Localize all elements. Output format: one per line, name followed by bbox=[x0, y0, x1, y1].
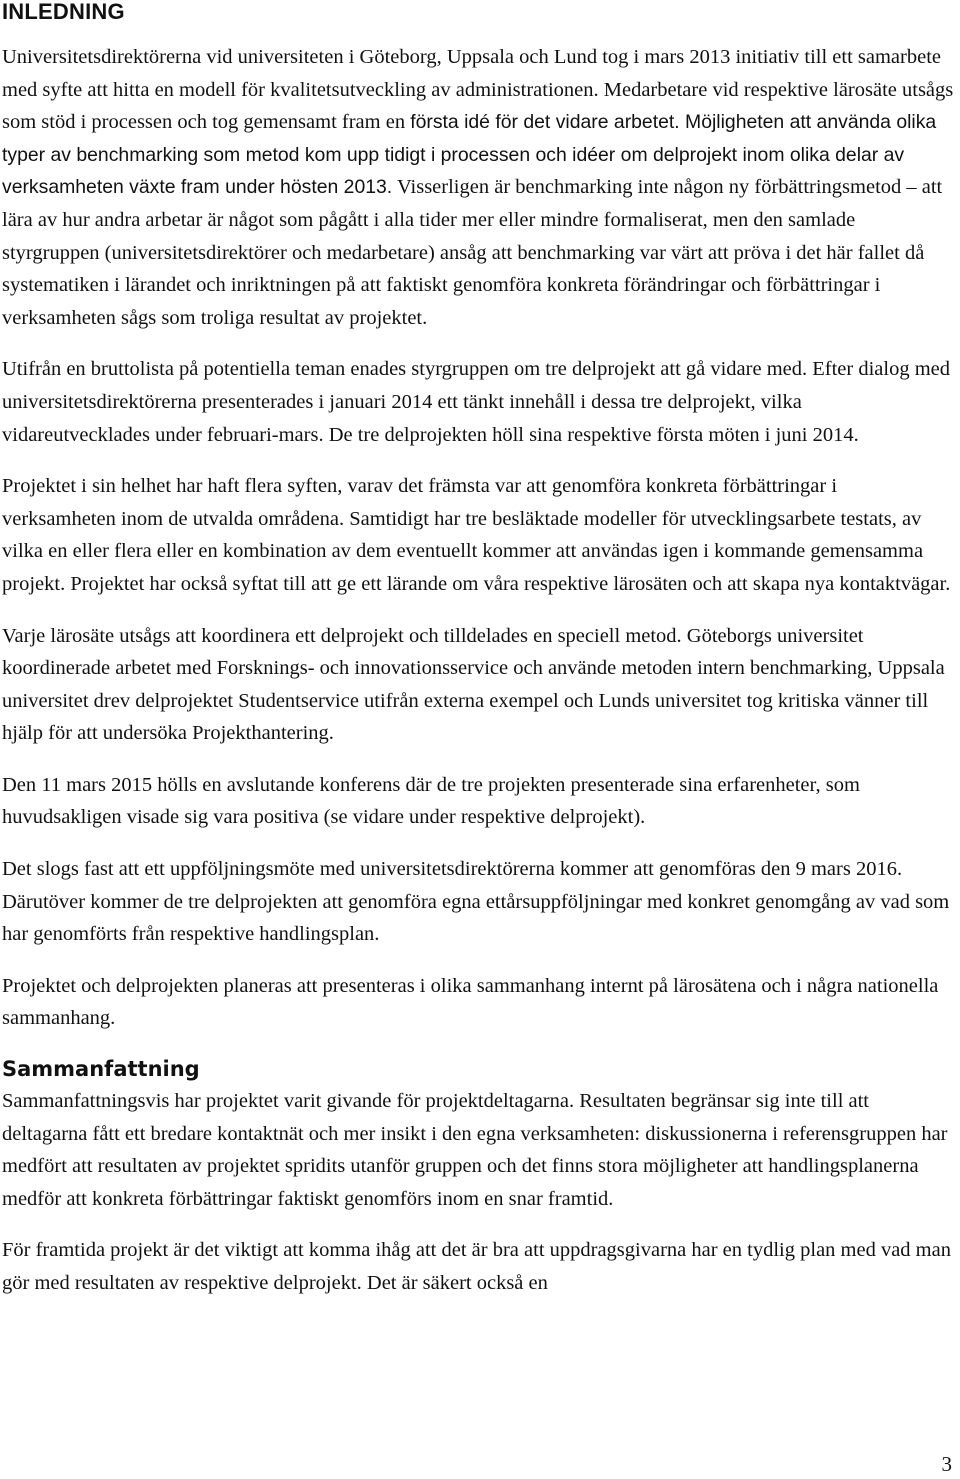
paragraph-followup: Det slogs fast att ett uppföljningsmöte med universitetsdirektörerna kommer att genomföras den 9 mars 2016. Därutöver kommer de tre delprojekten att genomföra egna ettårsuppföljningar med konkret genomgång av vad som har genomförts från respektive handlingsplan. bbox=[2, 858, 950, 946]
document-page bbox=[2, 0, 954, 1300]
summary-heading: Sammanfattning bbox=[2, 1057, 200, 1082]
paragraph-intro-serif: Universitetsdirektörerna vid universiteten i Göteborg, Uppsala och Lund tog i mars 2013 initiativ till ett samarbete med syfte att hitta en modell för kvalitetsutveckling av administrationen. Medarbetare vid respektive lärosäte utsågs som stöd i processen och tog gemensamt fram en bbox=[2, 46, 954, 134]
paragraph-coordination: Varje lärosäte utsågs att koordinera ett delprojekt och tilldelades en speciell metod. Göteborgs universitet koordinerade arbetet med Forsknings- och innovationsservice och använde metoden intern benchmarking, Uppsala universitet drev delprojektet Studentservice utifrån externa exempel och Lunds universitet tog kritiska vänner till hjälp för att undersöka Projekthantering. bbox=[2, 624, 945, 745]
paragraph-intro-rest: Visserligen är benchmarking inte någon ny förbättringsmetod – att lära av hur andra arbetar är något som pågått i alla tider mer eller mindre formaliserat, men den samlade styrgruppen (universitetsdirektörer och medarbetare) ansåg att benchmarking var värt att pröva i det här fallet då systematiken i lärandet och inriktningen på att faktiskt genomföra konkreta förändringar och förbättringar i verksamheten sågs som troliga resultat av projektet. bbox=[2, 176, 943, 329]
paragraph-presentation: Projektet och delprojekten planeras att presenteras i olika sammanhang internt på lärosätena och i några nationella sammanhang. bbox=[2, 974, 939, 1030]
paragraph-future: För framtida projekt är det viktigt att komma ihåg att det är bra att uppdragsgivarna har en tydlig plan med vad man gör med resultaten av respektive delprojekt. Det är säkert också en bbox=[2, 1239, 951, 1294]
paragraph-conference: Den 11 mars 2015 hölls en avslutande konferens där de tre projekten presenterade sina erfarenheter, som huvudsakligen visade sig vara positiva (se vidare under respektive delprojekt). bbox=[2, 773, 860, 829]
paragraph-summary: Sammanfattningsvis har projektet varit givande för projektdeltagarna. Resultaten begränsar sig inte till att deltagarna fått ett bredare kontaktnät och mer insikt i den egna verksamheten: diskussionerna i referensgruppen har medfört att resultaten av projektet spridits utanför gruppen och det finns stora möjligheter att handlingsplanerna medför att konkreta förbättringar faktiskt genomförs inom en snar framtid. bbox=[2, 1090, 948, 1210]
page-number: 3 bbox=[941, 1452, 952, 1476]
paragraph-intro bbox=[2, 41, 954, 334]
paragraph-purpose: Projektet i sin helhet har haft flera syften, varav det främsta var att genomföra konkreta förbättringar i verksamheten inom de utvalda områdena. Samtidigt har tre besläktade modeller för utvecklingsarbete testats, av vilka en eller flera eller en kombination av dem eventuellt kommer att användas igen i kommande gemensamma projekt. Projektet har också syftat till att ge ett lärande om våra respektive lärosäten och att skapa nya kontaktvägar. bbox=[2, 475, 951, 595]
section-heading: INLEDNING bbox=[2, 0, 125, 24]
paragraph-intro-sans: första idé för det vidare arbetet. Möjligheten att använda olika typer av benchmarking som metod kom upp tidigt i processen och idéer om delprojekt inom olika delar av verksamheten växte fram under hösten 2013. bbox=[2, 111, 937, 199]
paragraph-themes: Utifrån en bruttolista på potentiella teman enades styrgruppen om tre delprojekt att gå vidare med. Efter dialog med universitetsdirektörerna presenterades i januari 2014 ett tänkt innehåll i dessa tre delprojekt, vilka vidareutvecklades under februari-mars. De tre delprojekten höll sina respektive första möten i juni 2014. bbox=[2, 358, 951, 446]
